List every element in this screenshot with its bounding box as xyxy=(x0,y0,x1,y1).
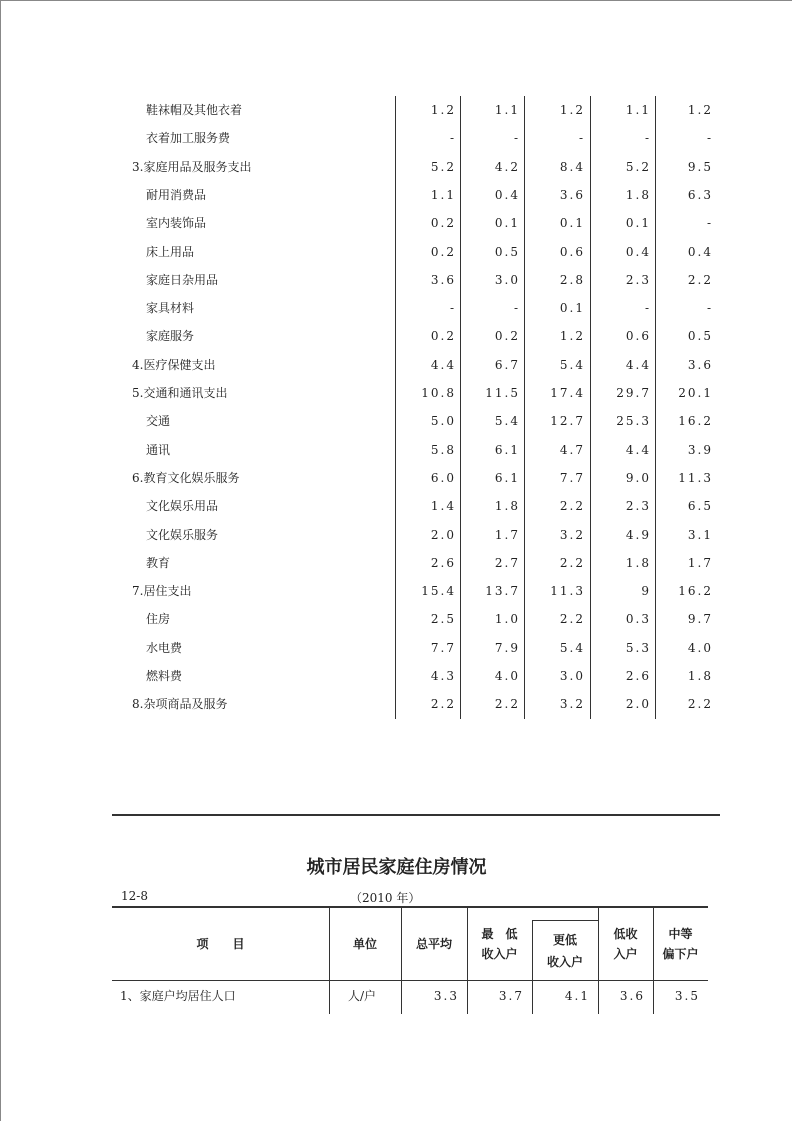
cell-value: 4.9 xyxy=(625,527,651,542)
table-row xyxy=(112,181,720,209)
row-label: 交通 xyxy=(146,414,171,429)
cell-value: 6.1 xyxy=(494,442,520,457)
cell-value: 1.2 xyxy=(559,103,585,117)
row-label: 水电费 xyxy=(146,640,183,655)
cell-value: - xyxy=(449,131,456,146)
cell-value: 9.7 xyxy=(687,612,713,627)
cell-value: 0.1 xyxy=(625,216,651,231)
cell-value: 2.0 xyxy=(625,697,651,712)
header-mid: 偏下户 xyxy=(662,947,699,961)
row-label: 家具材料 xyxy=(146,301,195,316)
header-total: 总平均 xyxy=(415,937,452,951)
table-row xyxy=(112,209,720,237)
table-row xyxy=(112,690,720,718)
cell-value: 3.6 xyxy=(559,187,585,202)
cell-value: 0.4 xyxy=(494,187,520,202)
row-label: 文化娱乐服务 xyxy=(146,527,219,542)
cell-value: 7.7 xyxy=(430,640,456,655)
row-label: 4.医疗保健支出 xyxy=(132,357,216,372)
cell-value: 2.2 xyxy=(687,272,713,287)
cell-value: 10.8 xyxy=(421,386,456,400)
table-row xyxy=(112,124,720,152)
cell-value: 4.7 xyxy=(559,442,585,457)
row-label: 5.交通和通讯支出 xyxy=(132,386,228,400)
header-subrule xyxy=(532,920,598,921)
cell-value: 3.3 xyxy=(433,989,459,1003)
cell-value: 2.3 xyxy=(625,499,651,514)
cell-value: 0.1 xyxy=(559,216,585,231)
table-row xyxy=(112,662,720,690)
cell-value: 2.3 xyxy=(625,272,651,287)
cell-value: 13.7 xyxy=(485,584,520,599)
cell-value: 0.2 xyxy=(430,216,456,231)
cell-value: 0.5 xyxy=(687,329,713,344)
cell-value: 4.1 xyxy=(564,989,590,1003)
row-unit: 人/户 xyxy=(348,989,377,1003)
cell-value: 3.2 xyxy=(559,697,585,712)
cell-value: 3.0 xyxy=(559,669,585,683)
header-bottom-rule xyxy=(112,980,708,981)
cell-value: 20.1 xyxy=(678,386,713,400)
cell-value: 1.8 xyxy=(625,187,651,202)
cell-value: 2.2 xyxy=(494,697,520,712)
cell-value: 4.2 xyxy=(494,159,520,174)
table-row xyxy=(112,436,720,464)
cell-value: 4.4 xyxy=(625,357,651,372)
table-top-rule xyxy=(112,906,708,908)
cell-value: 5.4 xyxy=(559,357,585,372)
cell-value: 2.5 xyxy=(430,612,456,627)
row-label: 燃料费 xyxy=(146,669,183,683)
row-label: 衣着加工服务费 xyxy=(146,131,231,146)
cell-value: 1.1 xyxy=(625,103,651,117)
cell-value: 3.6 xyxy=(687,357,713,372)
cell-value: 4.3 xyxy=(430,669,456,683)
cell-value: 1.1 xyxy=(494,103,520,117)
cell-value: 9.5 xyxy=(687,159,713,174)
cell-value: - xyxy=(578,131,585,146)
cell-value: 0.3 xyxy=(625,612,651,627)
row-label: 文化娱乐用品 xyxy=(146,499,219,514)
cell-value: 1.8 xyxy=(494,499,520,514)
cell-value: 2.6 xyxy=(430,555,456,570)
cell-value: 16.2 xyxy=(678,414,713,429)
cell-value: 2.2 xyxy=(559,612,585,627)
cell-value: 1.8 xyxy=(687,669,713,683)
row-label: 6.教育文化娱乐服务 xyxy=(132,470,240,485)
header-low: 低收 xyxy=(613,927,638,941)
table-bottom-rule xyxy=(112,814,720,816)
cell-value: 25.3 xyxy=(616,414,651,429)
cell-value: 2.8 xyxy=(559,272,585,287)
row-label: 通讯 xyxy=(146,442,171,457)
table-row xyxy=(112,549,720,577)
cell-value: 17.4 xyxy=(550,386,585,400)
cell-value: - xyxy=(644,301,651,316)
cell-value: 2.2 xyxy=(559,499,585,514)
cell-value: 5.2 xyxy=(625,159,651,174)
cell-value: 4.0 xyxy=(494,669,520,683)
cell-value: 6.0 xyxy=(430,470,456,485)
housing-table xyxy=(112,906,708,1014)
cell-value: 29.7 xyxy=(616,386,651,400)
cell-value: 5.0 xyxy=(430,414,456,429)
cell-value: 0.1 xyxy=(559,301,585,316)
cell-value: 1.7 xyxy=(494,527,520,542)
cell-value: 9 xyxy=(641,584,651,599)
cell-value: 5.8 xyxy=(430,442,456,457)
table-row xyxy=(112,266,720,294)
row-label: 耐用消费品 xyxy=(146,187,207,202)
cell-value: - xyxy=(449,301,456,316)
table-row xyxy=(112,96,720,124)
cell-value: 1.2 xyxy=(687,103,713,117)
header-poorer: 收入户 xyxy=(546,955,583,969)
row-label: 鞋袜帽及其他衣着 xyxy=(146,103,243,117)
cell-value: 0.4 xyxy=(687,244,713,259)
column-divider xyxy=(329,906,330,1014)
table-row xyxy=(112,322,720,350)
cell-value: 1.1 xyxy=(430,187,456,202)
cell-value: 1.0 xyxy=(494,612,520,627)
cell-value: - xyxy=(644,131,651,146)
cell-value: 0.2 xyxy=(430,244,456,259)
cell-value: 3.6 xyxy=(430,272,456,287)
cell-value: 3.2 xyxy=(559,527,585,542)
header-low: 入户 xyxy=(613,947,638,961)
table-row xyxy=(112,238,720,266)
cell-value: 0.2 xyxy=(494,329,520,344)
cell-value: 0.2 xyxy=(430,329,456,344)
cell-value: 0.5 xyxy=(494,244,520,259)
cell-value: - xyxy=(706,131,713,146)
cell-value: 2.2 xyxy=(430,697,456,712)
header-lowest: 收入户 xyxy=(481,947,518,961)
header-mid: 中等 xyxy=(668,927,693,941)
cell-value: 5.3 xyxy=(625,640,651,655)
cell-value: 2.2 xyxy=(559,555,585,570)
cell-value: 6.3 xyxy=(687,187,713,202)
cell-value: 3.5 xyxy=(674,989,700,1003)
table-code: 12-8 xyxy=(121,889,148,903)
table-row xyxy=(112,634,720,662)
cell-value: - xyxy=(513,131,520,146)
row-label: 教育 xyxy=(146,555,171,570)
table-row xyxy=(112,605,720,633)
cell-value: 1.4 xyxy=(430,499,456,514)
cell-value: 1.7 xyxy=(687,555,713,570)
table-row xyxy=(112,294,720,322)
cell-value: 11.5 xyxy=(485,386,520,400)
row-label: 床上用品 xyxy=(146,244,195,259)
row-label: 家庭日杂用品 xyxy=(146,272,219,287)
cell-value: 2.0 xyxy=(430,527,456,542)
cell-value: 6.7 xyxy=(494,357,520,372)
table-title: 城市居民家庭住房情况 xyxy=(306,857,487,878)
cell-value: 6.1 xyxy=(494,470,520,485)
table-row xyxy=(112,577,720,605)
table-row xyxy=(112,153,720,181)
cell-value: 7.7 xyxy=(559,470,585,485)
table-row xyxy=(112,351,720,379)
header-unit: 单位 xyxy=(352,937,377,951)
cell-value: 3.6 xyxy=(619,989,645,1003)
cell-value: 8.4 xyxy=(559,159,585,174)
cell-value: 16.2 xyxy=(678,584,713,599)
cell-value: 3.9 xyxy=(687,442,713,457)
cell-value: 9.0 xyxy=(625,470,651,485)
row-label: 家庭服务 xyxy=(146,329,195,344)
cell-value: 4.0 xyxy=(687,640,713,655)
cell-value: 2.2 xyxy=(687,697,713,712)
cell-value: 11.3 xyxy=(678,470,713,485)
cell-value: 3.1 xyxy=(687,527,713,542)
cell-value: 5.2 xyxy=(430,159,456,174)
row-label: 3.家庭用品及服务支出 xyxy=(132,159,252,174)
cell-value: - xyxy=(706,301,713,316)
table-row xyxy=(112,492,720,520)
cell-value: 2.7 xyxy=(494,555,520,570)
cell-value: - xyxy=(513,301,520,316)
cell-value: 1.2 xyxy=(430,103,456,117)
table-row xyxy=(112,521,720,549)
cell-value: 0.6 xyxy=(559,244,585,259)
cell-value: 3.0 xyxy=(494,272,520,287)
row-label: 8.杂项商品及服务 xyxy=(132,697,228,712)
table-row xyxy=(112,407,720,435)
cell-value: 4.4 xyxy=(430,357,456,372)
cell-value: 12.7 xyxy=(550,414,585,429)
cell-value: - xyxy=(706,216,713,231)
cell-value: 0.6 xyxy=(625,329,651,344)
table-row xyxy=(112,379,720,407)
table-row xyxy=(112,464,720,492)
cell-value: 11.3 xyxy=(550,584,585,599)
cell-value: 2.6 xyxy=(625,669,651,683)
cell-value: 1.8 xyxy=(625,555,651,570)
header-poorer: 更低 xyxy=(552,933,577,947)
cell-value: 0.4 xyxy=(625,244,651,259)
cell-value: 15.4 xyxy=(421,584,456,599)
cell-value: 6.5 xyxy=(687,499,713,514)
cell-value: 4.4 xyxy=(625,442,651,457)
row-label: 住房 xyxy=(146,612,171,627)
header-item: 项 目 xyxy=(196,937,245,951)
table-year: （2010 年） xyxy=(350,891,421,905)
cell-value: 5.4 xyxy=(559,640,585,655)
cell-value: 5.4 xyxy=(494,414,520,429)
cell-value: 1.2 xyxy=(559,329,585,344)
cell-value: 0.1 xyxy=(494,216,520,231)
row-label: 室内装饰品 xyxy=(146,216,207,231)
cell-value: 3.7 xyxy=(498,989,524,1003)
row-label: 1、家庭户均居住人口 xyxy=(120,989,236,1003)
row-label: 7.居住支出 xyxy=(132,584,192,599)
cell-value: 7.9 xyxy=(494,640,520,655)
header-lowest: 最 低 xyxy=(481,927,518,941)
